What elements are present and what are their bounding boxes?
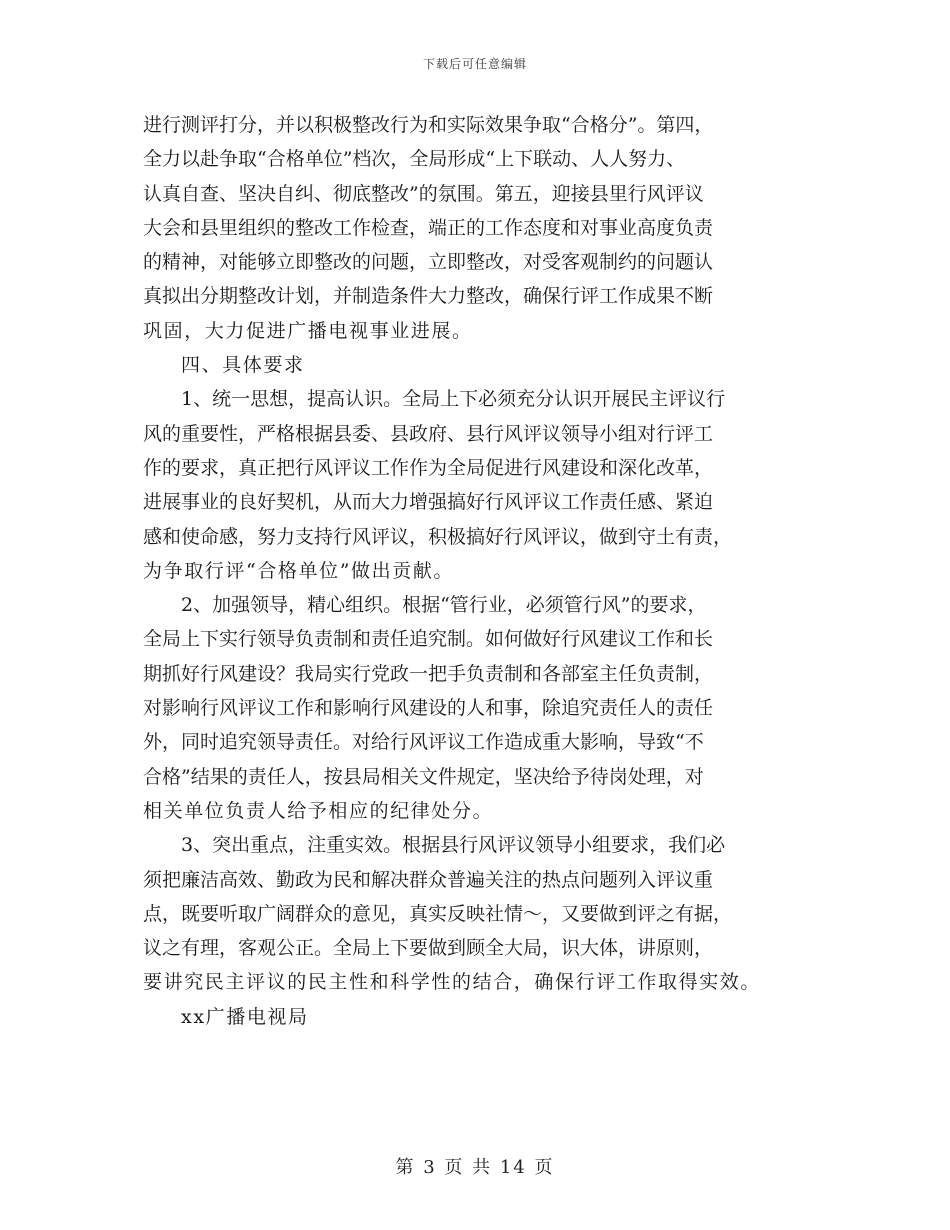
text-line: 合格”结果的责任人，按县局相关文件规定，坚决给予待岗处理，对	[143, 765, 704, 788]
text-line: 进展事业的良好契机，从而大力增强搞好行风评议工作责任感、紧迫	[143, 491, 714, 514]
text-line: 认真自查、坚决自纠、彻底整改”的氛围。第五，迎接县里行风评议	[143, 182, 704, 205]
text-line: 全局上下实行领导负责制和责任追究制。如何做好行风建议工作和长	[143, 628, 714, 651]
text-line: 为争取行评“合格单位”做出贡献。	[143, 559, 455, 582]
text-line: 风的重要性，严格根据县委、县政府、县行风评议领导小组对行评工	[143, 422, 714, 445]
text-line: 1、统一思想，提高认识。全局上下必须充分认识开展民主评议行	[181, 388, 726, 411]
text-line: 进行测评打分，并以积极整改行为和实际效果争取“合格分”。第四，	[143, 114, 714, 136]
text-line: 全力以赴争取“合格单位”档次，全局形成“上下联动、人人努力、	[143, 148, 686, 171]
text-line: 点，既要听取广阔群众的意见，真实反映社情～，又要做到评之有据，	[143, 902, 733, 925]
document-body	[143, 108, 813, 1034]
page-number-footer: 第 3 页 共 14 页	[395, 1157, 555, 1178]
text-line: 2、加强领导，精心组织。根据“管行业，必须管行风”的要求，	[181, 594, 707, 617]
text-line: 感和使命感，努力支持行风评议，积极搞好行风评议，做到守土有责，	[143, 525, 733, 548]
text-line: 对影响行风评议工作和影响行风建设的人和事，除追究责任人的责任	[143, 697, 714, 720]
text-line: 作的要求，真正把行风评议工作作为全局促进行风建设和深化改革，	[143, 456, 714, 479]
text-line: 巩固，大力促进广播电视事业进展。	[143, 319, 473, 342]
text-line: 四、具体要求	[181, 354, 305, 377]
text-line: xx广播电视局	[181, 1005, 309, 1028]
text-line: 大会和县里组织的整改工作检查，端正的工作态度和对事业高度负责	[143, 216, 714, 239]
text-line: 要讲究民主评议的民主性和科学性的结合，确保行评工作取得实效。	[143, 971, 762, 994]
text-line: 的精神，对能够立即整改的问题，立即整改，对受客观制约的问题认	[143, 251, 714, 274]
text-line: 外，同时追究领导责任。对给行风评议工作造成重大影响，导致“不	[143, 731, 704, 754]
text-line: 期抓好行风建设？我局实行党政一把手负责制和各部室主任负责制，	[143, 662, 714, 685]
text-line: 议之有理，客观公正。全局上下要做到顾全大局，识大体，讲原则，	[143, 937, 714, 960]
text-line: 3、突出重点，注重实效。根据县行风评议领导小组要求，我们必	[181, 834, 726, 857]
text-line: 须把廉洁高效、勤政为民和解决群众普遍关注的热点问题列入评议重	[143, 868, 714, 891]
text-line: 相关单位负责人给予相应的纪律处分。	[143, 799, 494, 822]
text-line: 真拟出分期整改计划，并制造条件大力整改，确保行评工作成果不断	[143, 285, 714, 308]
page-header: 下载后可任意编辑	[422, 57, 527, 71]
